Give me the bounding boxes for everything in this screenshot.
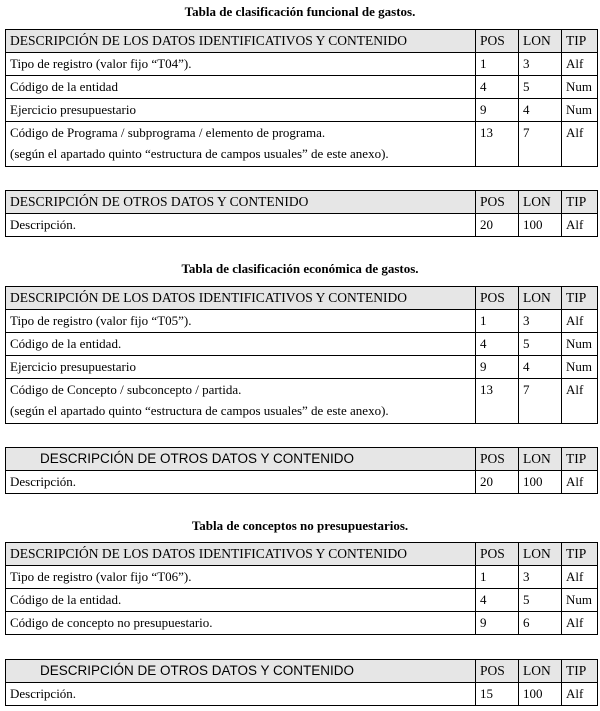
- row-pos: 4: [476, 76, 519, 99]
- row-tip: Alf: [562, 310, 598, 333]
- row-lon: 5: [519, 589, 562, 612]
- header-description: DESCRIPCIÓN DE LOS DATOS IDENTIFICATIVOS Y CONTENIDO: [6, 287, 476, 310]
- header-lon: LON: [519, 191, 562, 214]
- row-description: Tipo de registro (valor fijo “T05”).: [6, 310, 476, 333]
- header-description: DESCRIPCIÓN DE OTROS DATOS Y CONTENIDO: [6, 191, 476, 214]
- row-pos: 1: [476, 310, 519, 333]
- other-data-table-economic: [5, 447, 598, 494]
- header-tip: TIP: [562, 191, 598, 214]
- row-tip: Num: [562, 589, 598, 612]
- header-pos: POS: [476, 660, 519, 683]
- row-pos: 20: [476, 214, 519, 237]
- row-tip: Num: [562, 76, 598, 99]
- section-title-economic: Tabla de clasificación económica de gastos.: [181, 261, 419, 276]
- row-description: Tipo de registro (valor fijo “T06”).: [6, 566, 476, 589]
- table-header-row: [6, 287, 598, 310]
- row-description-line1: Código de Concepto / subconcepto / partida.: [10, 382, 242, 397]
- table-row: [6, 356, 598, 379]
- row-description-line1: Código de Programa / subprograma / elemento de programa.: [10, 125, 326, 140]
- header-description: DESCRIPCIÓN DE LOS DATOS IDENTIFICATIVOS Y CONTENIDO: [6, 30, 476, 53]
- table-row: [6, 99, 598, 122]
- row-tip: Num: [562, 333, 598, 356]
- row-tip: Alf: [562, 379, 598, 424]
- row-lon: 4: [519, 99, 562, 122]
- row-pos: 13: [476, 122, 519, 167]
- table-header-row: [6, 448, 598, 471]
- header-pos: POS: [476, 30, 519, 53]
- row-description-line2: (según el apartado quinto “estructura de campos usuales” de este anexo).: [10, 146, 389, 161]
- header-pos: POS: [476, 543, 519, 566]
- row-description: Ejercicio presupuestario: [6, 356, 476, 379]
- row-lon: 4: [519, 356, 562, 379]
- header-pos: POS: [476, 191, 519, 214]
- identifying-data-table-non-budget: [5, 542, 598, 635]
- table-row: [6, 379, 598, 424]
- row-pos: 4: [476, 589, 519, 612]
- row-pos: 20: [476, 471, 519, 494]
- row-description: Descripción.: [6, 471, 476, 494]
- section-title-functional: Tabla de clasificación funcional de gastos.: [184, 4, 416, 19]
- table-row: [6, 122, 598, 167]
- row-lon: 5: [519, 333, 562, 356]
- table-header-row: [6, 30, 598, 53]
- row-tip: Alf: [562, 122, 598, 167]
- table-row: [6, 566, 598, 589]
- row-lon: 100: [519, 471, 562, 494]
- row-description: Código de concepto no presupuestario.: [6, 612, 476, 635]
- row-tip: Alf: [562, 612, 598, 635]
- header-tip: TIP: [562, 660, 598, 683]
- table-row: [6, 310, 598, 333]
- header-lon: LON: [519, 660, 562, 683]
- table-row: [6, 214, 598, 237]
- header-description: DESCRIPCIÓN DE OTROS DATOS Y CONTENIDO: [6, 660, 476, 683]
- header-pos: POS: [476, 448, 519, 471]
- other-data-table-functional: [5, 190, 598, 237]
- row-description: Descripción.: [6, 214, 476, 237]
- row-tip: Alf: [562, 566, 598, 589]
- row-description: Código de la entidad: [6, 76, 476, 99]
- row-lon: 5: [519, 76, 562, 99]
- row-pos: 13: [476, 379, 519, 424]
- other-data-table-non-budget: [5, 659, 598, 706]
- row-tip: Alf: [562, 53, 598, 76]
- row-pos: 1: [476, 566, 519, 589]
- row-lon: 3: [519, 566, 562, 589]
- table-row: [6, 612, 598, 635]
- row-lon: 7: [519, 379, 562, 424]
- header-tip: TIP: [562, 287, 598, 310]
- table-row: [6, 683, 598, 706]
- row-description: [6, 379, 476, 424]
- row-lon: 7: [519, 122, 562, 167]
- table-row: [6, 76, 598, 99]
- header-pos: POS: [476, 287, 519, 310]
- row-pos: 15: [476, 683, 519, 706]
- row-lon: 100: [519, 683, 562, 706]
- table-row: [6, 53, 598, 76]
- header-lon: LON: [519, 448, 562, 471]
- row-description-line2: (según el apartado quinto “estructura de campos usuales” de este anexo).: [10, 403, 389, 418]
- row-description: Ejercicio presupuestario: [6, 99, 476, 122]
- header-tip: TIP: [562, 543, 598, 566]
- row-pos: 1: [476, 53, 519, 76]
- header-description: DESCRIPCIÓN DE LOS DATOS IDENTIFICATIVOS Y CONTENIDO: [6, 543, 476, 566]
- row-description: Código de la entidad.: [6, 333, 476, 356]
- row-lon: 6: [519, 612, 562, 635]
- row-pos: 9: [476, 99, 519, 122]
- row-description: [6, 122, 476, 167]
- row-pos: 9: [476, 612, 519, 635]
- table-row: [6, 471, 598, 494]
- row-tip: Alf: [562, 214, 598, 237]
- row-tip: Num: [562, 356, 598, 379]
- table-header-row: [6, 543, 598, 566]
- identifying-data-table-functional: [5, 29, 598, 167]
- table-row: [6, 589, 598, 612]
- table-header-row: [6, 660, 598, 683]
- row-tip: Alf: [562, 683, 598, 706]
- section-title-non-budget: Tabla de conceptos no presupuestarios.: [191, 518, 409, 533]
- header-tip: TIP: [562, 30, 598, 53]
- table-row: [6, 333, 598, 356]
- row-description: Código de la entidad.: [6, 589, 476, 612]
- identifying-data-table-economic: [5, 286, 598, 424]
- header-lon: LON: [519, 30, 562, 53]
- table-header-row: [6, 191, 598, 214]
- row-description: Tipo de registro (valor fijo “T04”).: [6, 53, 476, 76]
- row-tip: Num: [562, 99, 598, 122]
- row-tip: Alf: [562, 471, 598, 494]
- row-pos: 9: [476, 356, 519, 379]
- row-lon: 100: [519, 214, 562, 237]
- header-lon: LON: [519, 287, 562, 310]
- row-lon: 3: [519, 310, 562, 333]
- header-description: DESCRIPCIÓN DE OTROS DATOS Y CONTENIDO: [6, 448, 476, 471]
- row-lon: 3: [519, 53, 562, 76]
- header-lon: LON: [519, 543, 562, 566]
- header-tip: TIP: [562, 448, 598, 471]
- row-description: Descripción.: [6, 683, 476, 706]
- row-pos: 4: [476, 333, 519, 356]
